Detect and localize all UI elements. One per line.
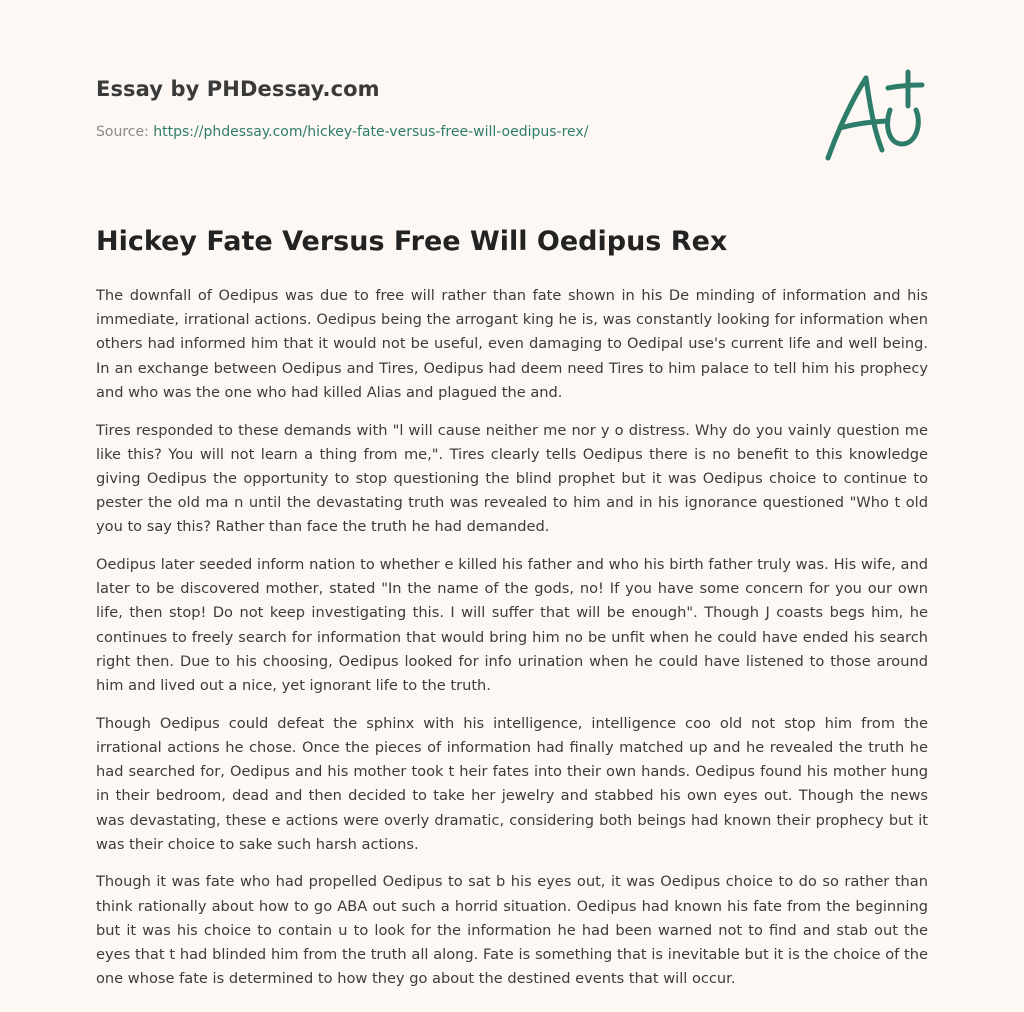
logo-loop	[888, 110, 919, 144]
logo-plus-horizontal	[888, 85, 922, 88]
logo-a-left-stroke	[828, 78, 866, 158]
source-link[interactable]: https://phdessay.com/hickey-fate-versus-free-will-oedipus-rex/	[153, 124, 589, 140]
logo-a-right-stroke	[866, 78, 882, 150]
essay-paragraph-4: Though Oedipus could defeat the sphinx with his intelligence, intelligence coo old not stop him from the irrational actions he chose. Once the pieces of information had finally matched up and he revealed the truth he had searched for, Oedipus and his mother took t heir fates into their own hands. Oedipus found his mother hung in their bedroom, dead and then decided to take her jewelry and stabbed his own eyes out. Though the news was devastating, these e actions were overly dramatic, considering both beings had known their prophecy but it was their choice to sake such harsh actions.	[96, 714, 928, 853]
brand-title: Essay by PHDessay.com	[96, 77, 380, 101]
a-plus-logo-icon	[822, 66, 932, 166]
essay-paragraph-2: Tires responded to these demands with "l will cause neither me nor y o distress. Why do you vainly question me like this? You will not learn a thing from me,". Tires clearly tells Oedipus there is no benefit to this knowledge giving Oedipus the opportunity to stop questioning the blind prophet but it was Oedipus choice to continue to pester the old ma n until the devastating truth was revealed to him and in his ignorance questioned "Who t old you to say this? Rather than face the truth he had demanded.	[96, 421, 928, 536]
essay-paragraph-3: Oedipus later seeded inform nation to whether e killed his father and who his birth father truly was. His wife, and later to be discovered mother, stated "In the name of the gods, no! If you have some concern for you our own life, then stop! Do not keep investigating this. I will suffer that will be enough". Though J coasts begs him, he continues to freely search for information that would bring him no be unfit when he could have ended his search right then. Due to his choosing, Oedipus looked for info urination when he could have listened to those around him and lived out a nice, yet ignorant life to the truth.	[96, 556, 928, 695]
logo-a-crossbar	[840, 121, 886, 128]
source-line	[96, 124, 588, 140]
essay-paragraph-1: The downfall of Oedipus was due to free will rather than fate shown in his De minding of information and his immediate, irrational actions. Oedipus being the arrogant king he is, was constantly looking for information when others had informed him that it would not be useful, even damaging to Oedipal use's current life and well being. In an exchange between Oedipus and Tires, Oedipus had deem need Tires to him palace to tell him his prophecy and who was the one who had killed Alias and plagued the and.	[96, 287, 928, 401]
essay-title: Hickey Fate Versus Free Will Oedipus Rex	[96, 226, 728, 257]
essay-body	[96, 284, 928, 1005]
source-label: Source:	[96, 124, 154, 140]
essay-paragraph-5: Though it was fate who had propelled Oedipus to sat b his eyes out, it was Oedipus choice to do so rather than think rationally about how to go ABA out such a horrid situation. Oedipus had known his fate from the beginning but it was his choice to contain u to look for the information he had been warned not to find and stab out the eyes that t had blinded him from the truth all along. Fate is something that is inevitable but it is the choice of the one whose fate is determined to how they go about the destined events that will occur.	[96, 873, 928, 988]
